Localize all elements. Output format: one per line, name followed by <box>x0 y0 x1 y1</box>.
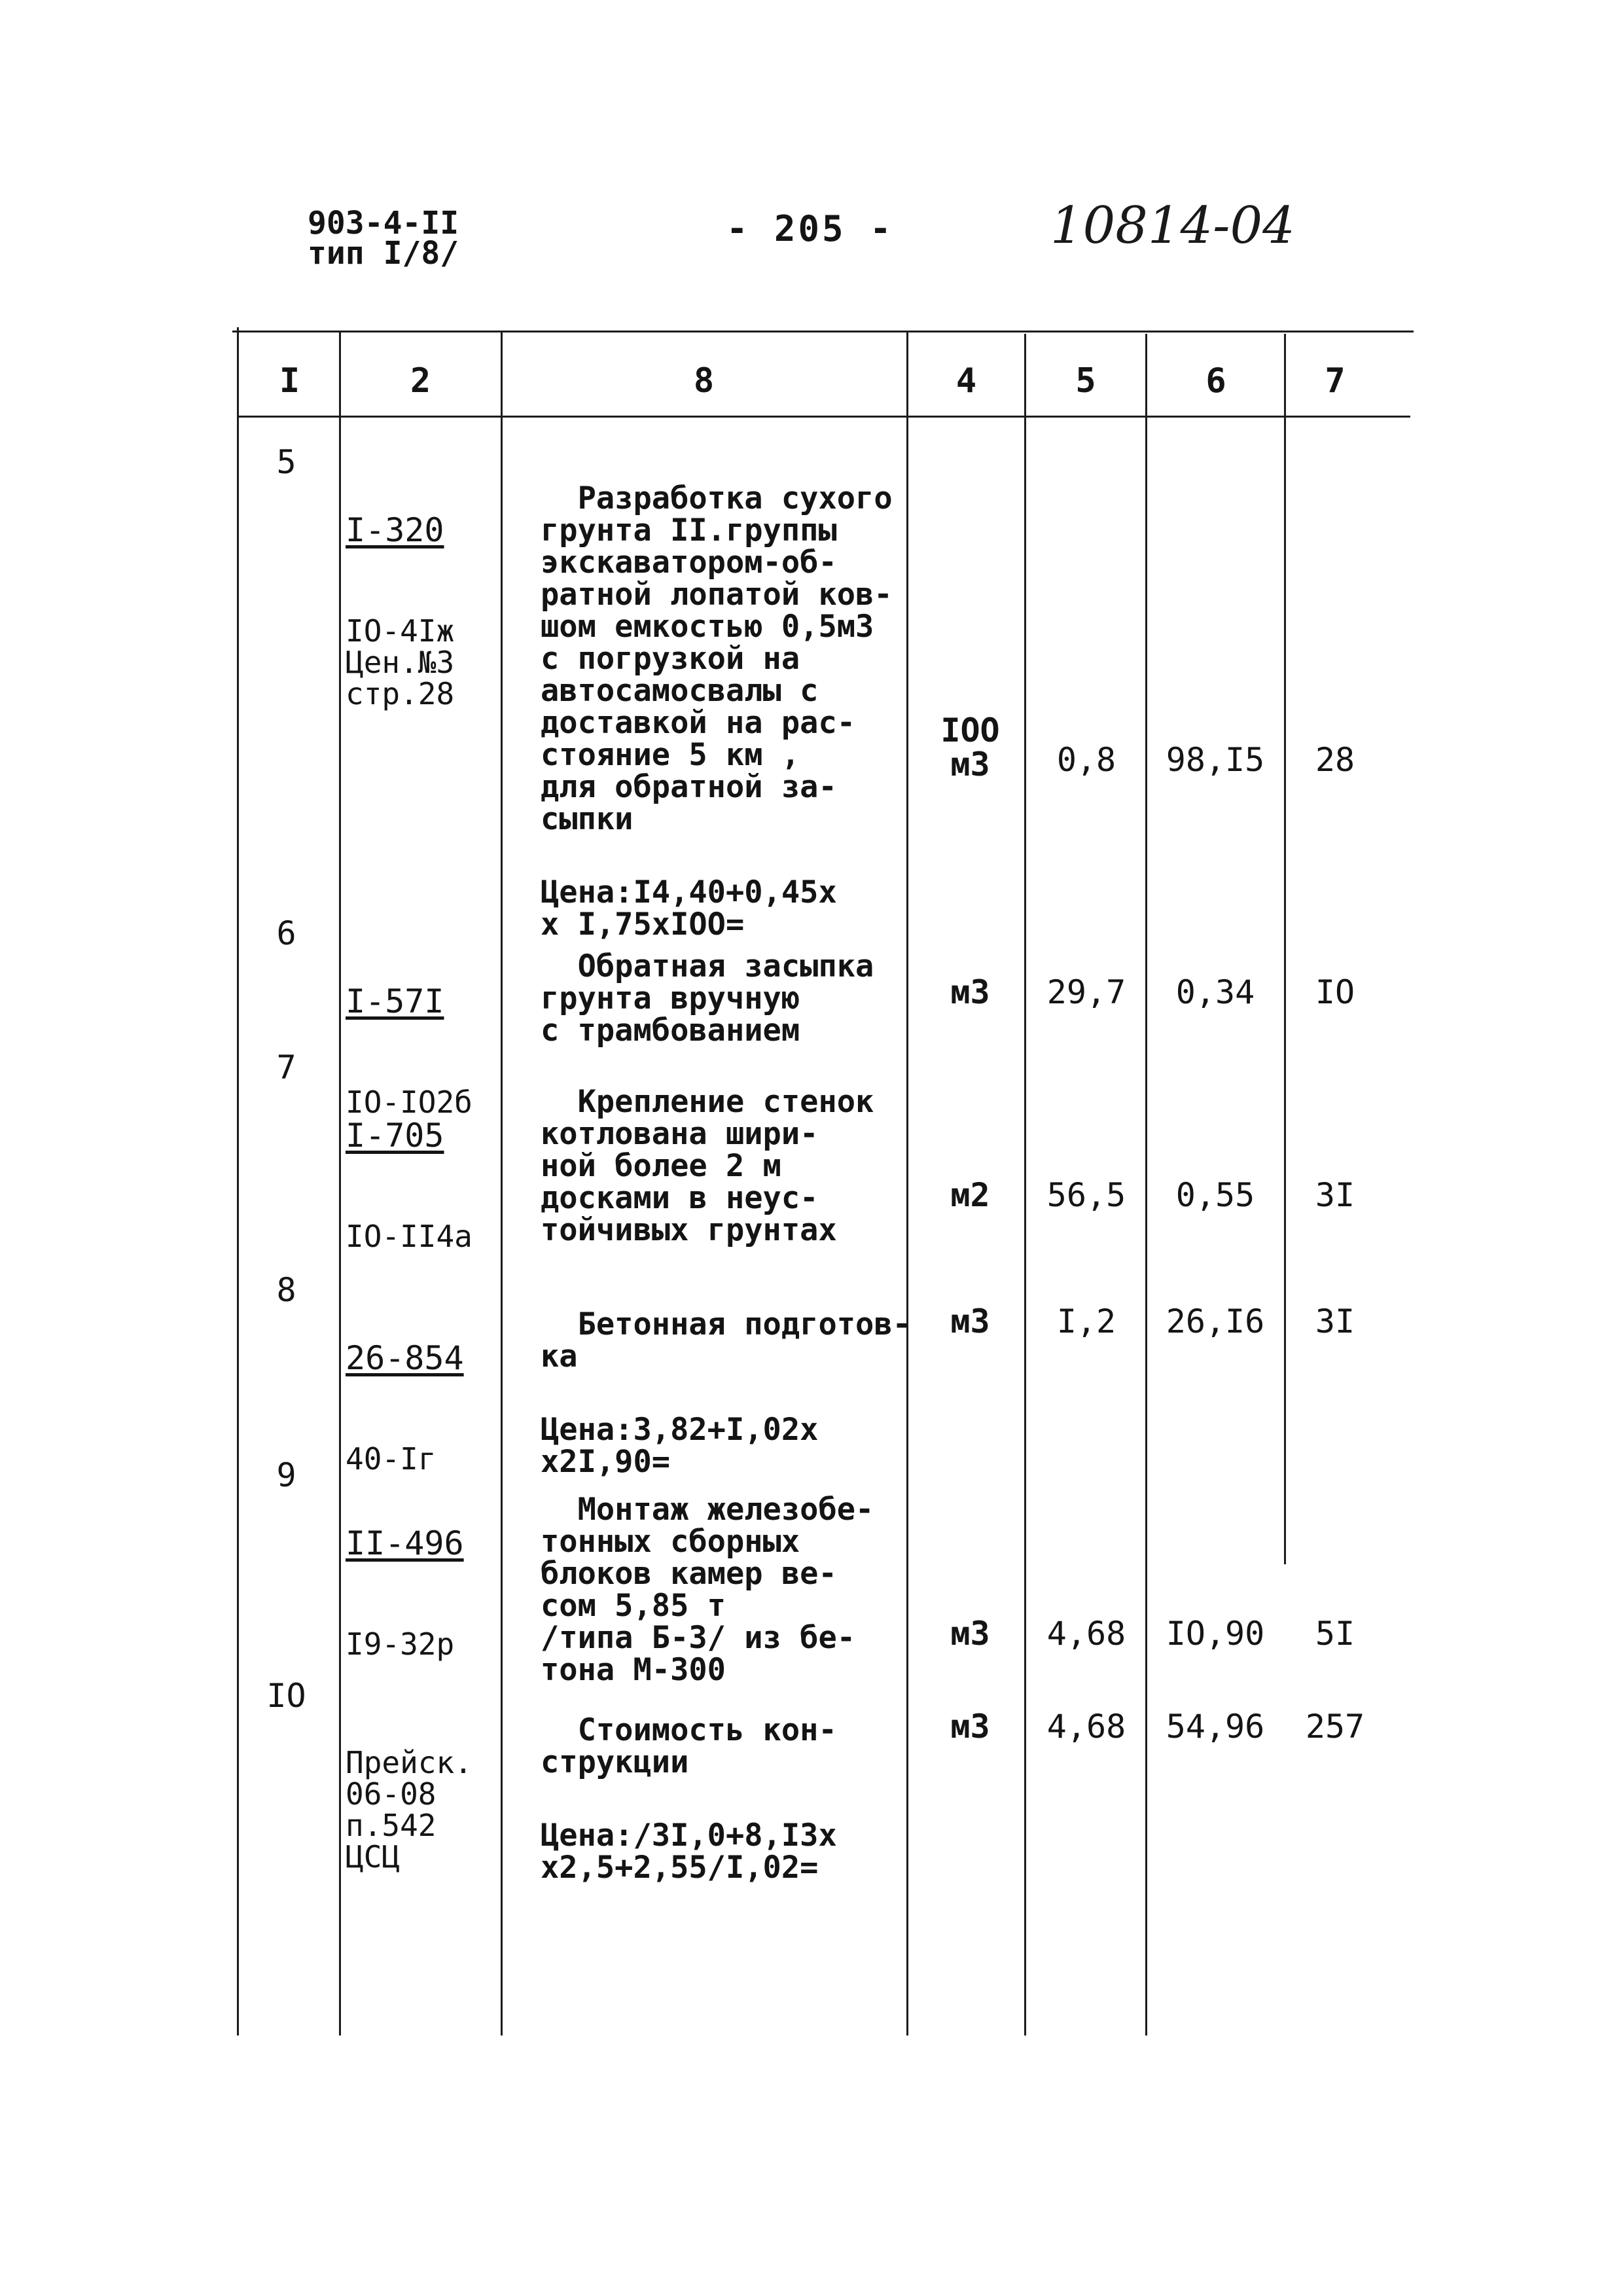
norm-code <box>346 1679 473 1907</box>
row-number: 7 <box>276 1049 296 1086</box>
total-cost: 5I <box>1315 1615 1355 1653</box>
norm-code-primary: I-320 <box>346 511 444 549</box>
description-text: Бетонная подготов- ка <box>541 1306 911 1374</box>
unit: м3 <box>950 1708 990 1746</box>
norm-code-primary: 26-854 <box>346 1339 464 1377</box>
description-text: Обратная засыпка грунта вручную с трамбованием <box>541 948 874 1049</box>
row-number: 6 <box>276 914 296 952</box>
norm-code-primary: I-57I <box>346 982 444 1020</box>
unit: IOO м3 <box>940 711 1000 783</box>
work-description <box>541 1054 874 1246</box>
unit-price: 54,96 <box>1166 1708 1265 1746</box>
column-header: 8 <box>693 361 715 401</box>
work-description <box>541 450 893 973</box>
norm-code-secondary: IO-4Iж Цен.№3 стр.28 <box>346 613 455 711</box>
document-code-line1: 903-4-II <box>308 205 459 242</box>
norm-code-primary: I-705 <box>346 1117 444 1155</box>
column-header: 6 <box>1205 361 1226 401</box>
unit: м3 <box>950 1302 990 1340</box>
total-cost: 28 <box>1315 741 1355 779</box>
description-text: Монтаж железобе- тонных сборных блоков камер ве- сом 5,85 т /типа Б-3/ из бе- тона М-300 <box>541 1492 874 1688</box>
column-header: 4 <box>955 361 977 401</box>
document-code-line2: тип I/8/ <box>308 235 459 272</box>
quantity: 29,7 <box>1046 973 1126 1011</box>
column-header: 7 <box>1325 361 1346 401</box>
table-header-rule <box>239 416 1410 418</box>
quantity: I,2 <box>1056 1302 1116 1340</box>
quantity: 0,8 <box>1056 741 1116 779</box>
unit: м2 <box>950 1176 990 1214</box>
unit-price: 0,34 <box>1175 973 1255 1011</box>
work-description <box>541 1682 837 1916</box>
norm-code <box>346 1458 464 1694</box>
quantity: 4,68 <box>1046 1615 1126 1653</box>
column-header: I <box>279 361 300 401</box>
norm-code-secondary: 40-Iг <box>346 1441 437 1477</box>
work-description <box>541 1462 874 1686</box>
column-divider <box>1284 334 1286 1564</box>
total-cost: IO <box>1315 973 1355 1011</box>
norm-code <box>346 445 454 744</box>
norm-code-primary: II-496 <box>346 1524 464 1562</box>
unit: м3 <box>950 1615 990 1653</box>
column-divider <box>906 331 908 2036</box>
column-divider <box>339 331 341 2036</box>
page-number: - 205 - <box>726 208 894 249</box>
row-number: 5 <box>276 443 296 481</box>
norm-code-secondary: IO-IO2б <box>346 1085 473 1120</box>
unit-price: 0,55 <box>1175 1176 1255 1214</box>
price-formula: Цена:I4,40+0,45х х I,75хIOO= <box>541 874 837 942</box>
total-cost: 3I <box>1315 1176 1355 1214</box>
description-text: Крепление стенок котлована шири- ной более 2 м досками в неус- тойчивых грунтах <box>541 1084 874 1248</box>
quantity: 56,5 <box>1046 1176 1126 1214</box>
description-text: Разработка сухого грунта II.группы экскаватором-об- ратной лопатой ков- шом емкостью 0,5м3 с погрузкой на автосамосвалы с доставкой на рас- стояние 5 км , для обратной за- сыпки <box>541 480 893 837</box>
quantity: 4,68 <box>1046 1708 1126 1746</box>
row-number: 8 <box>276 1271 296 1309</box>
column-divider <box>501 331 503 2036</box>
unit: м3 <box>950 973 990 1011</box>
handwritten-number: 10814-04 <box>1050 196 1295 255</box>
table-top-rule <box>232 331 1414 332</box>
norm-code-secondary: I9-32р <box>346 1626 455 1662</box>
row-number: 9 <box>276 1456 296 1494</box>
unit-price: IO,90 <box>1166 1615 1265 1653</box>
price-formula: Цена:3,82+I,02х х2I,90= <box>541 1412 819 1480</box>
row-number: IO <box>266 1677 306 1715</box>
description-text: Стоимость кон- струкции <box>541 1712 837 1780</box>
column-header: 5 <box>1075 361 1096 401</box>
price-formula: Цена:/3I,0+8,I3х х2,5+2,55/I,02= <box>541 1818 837 1886</box>
column-divider <box>237 327 239 2036</box>
unit-price: 98,I5 <box>1166 741 1265 779</box>
total-cost: 3I <box>1315 1302 1355 1340</box>
work-description <box>541 918 874 1047</box>
total-cost: 257 <box>1305 1708 1365 1746</box>
norm-code-secondary: IO-II4а <box>346 1219 473 1254</box>
norm-code-secondary: Прейск. 06-08 п.542 ЦСЦ <box>346 1745 473 1874</box>
column-header: 2 <box>410 361 431 401</box>
norm-code <box>346 1050 473 1286</box>
document-code <box>308 205 459 272</box>
unit-price: 26,I6 <box>1166 1302 1265 1340</box>
